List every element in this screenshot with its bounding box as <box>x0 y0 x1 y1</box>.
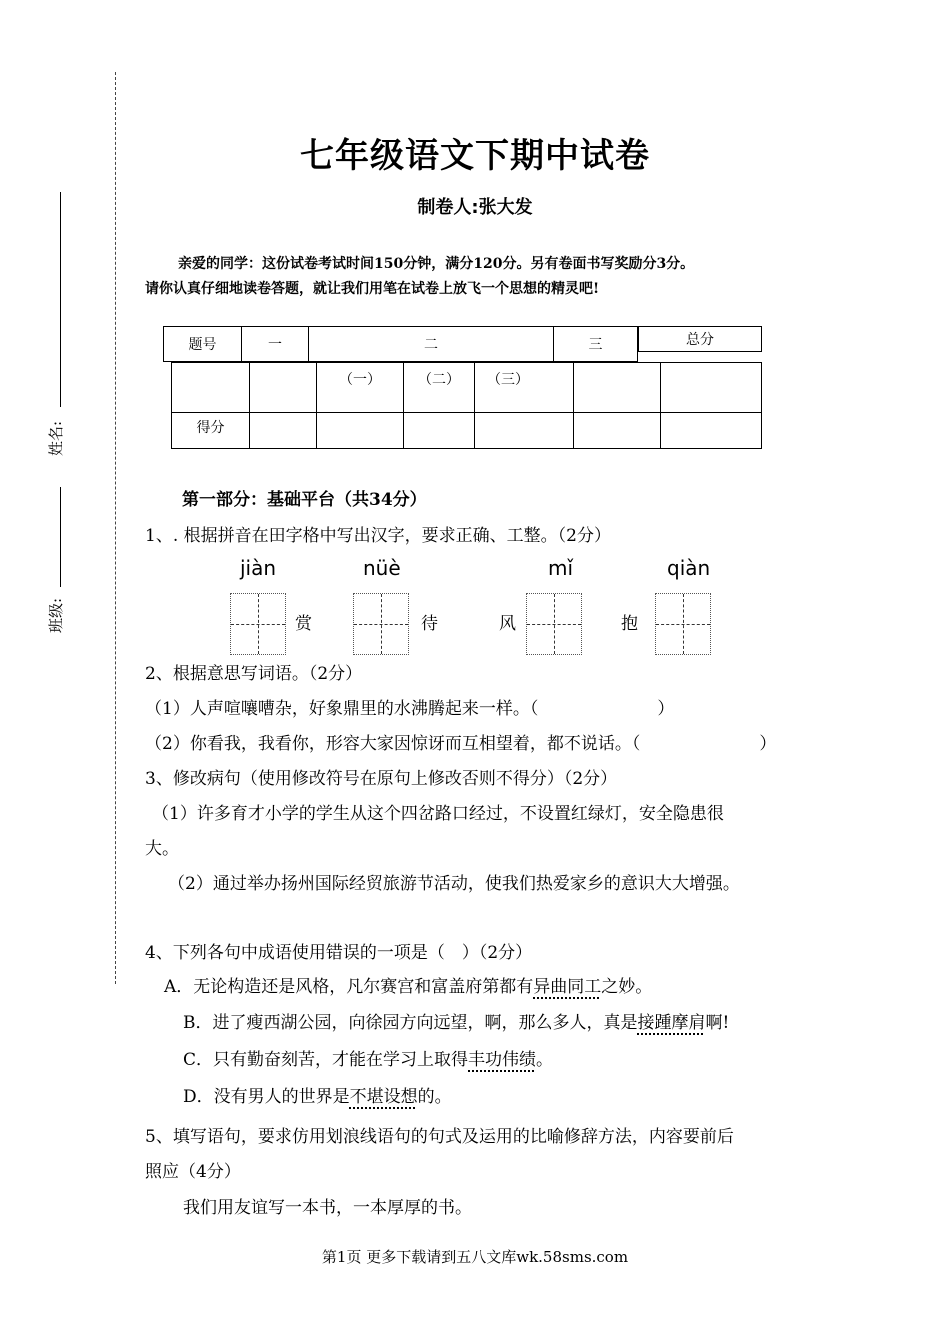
sub-2: （二） <box>404 363 475 413</box>
name-write-line <box>60 192 61 407</box>
q1-char-2: 待 <box>421 614 438 634</box>
q5-stem-b: 照应（4分） <box>145 1162 241 1182</box>
intro-paragraph <box>145 252 825 302</box>
col-2: 二 <box>309 327 554 362</box>
q3-stem: 3、修改病句（使用修改符号在原句上修改否则不得分）（2分） <box>145 769 618 789</box>
score-cell[interactable] <box>574 413 661 449</box>
q1-char-4: 抱 <box>621 614 638 634</box>
col-3: 三 <box>554 327 638 362</box>
score-table-header <box>163 326 638 362</box>
tianzige-box[interactable] <box>655 593 711 655</box>
q4-option-d[interactable]: D．没有男人的世界是不堪设想的。 <box>183 1087 452 1107</box>
q4-option-b[interactable]: B．进了瘦西湖公园，向徐园方向远望，啊，那么多人，真是接踵摩肩啊! <box>183 1013 730 1033</box>
score-cell[interactable] <box>250 413 317 449</box>
tianzige-box[interactable] <box>353 593 409 655</box>
q3-item-1a: （1）许多育才小学的学生从这个四岔路口经过，不设置红绿灯，安全隐患很 <box>152 804 724 824</box>
class-write-line <box>60 487 61 587</box>
pinyin-1: jiàn <box>240 556 277 580</box>
class-label: 班级: <box>47 597 66 634</box>
q3-item-1b: 大。 <box>145 839 179 859</box>
idiom-d: 不堪设想 <box>349 1087 418 1107</box>
page-footer: 第1页 更多下载请到五八文库wk.58sms.com <box>321 1248 629 1266</box>
name-label: 姓名: <box>47 420 66 457</box>
q2-stem: 2、根据意思写词语。（2分） <box>145 664 363 684</box>
q4-option-a[interactable]: A．无论构造还是风格，凡尔赛宫和富盖府第都有异曲同工之妙。 <box>164 977 653 997</box>
q2-item-2: （2）你看我，我看你，形容大家因惊讶而互相望着，都不说话。（ ） <box>145 734 777 754</box>
q1-stem: 1、. 根据拼音在田字格中写出汉字，要求正确、工整。（2分） <box>145 526 611 546</box>
score-label: 得分 <box>172 413 250 449</box>
score-cell[interactable] <box>661 413 762 449</box>
score-cell[interactable] <box>475 413 574 449</box>
idiom-a: 异曲同工 <box>533 977 602 997</box>
q3-item-2: （2）通过举办扬州国际经贸旅游节活动，使我们热爱家乡的意识大大增强。 <box>168 874 740 894</box>
intro-line-1: 亲爱的同学：这份试卷考试时间150分钟，满分120分。另有卷面书写奖励分3分。 <box>178 256 695 272</box>
col-1: 一 <box>242 327 309 362</box>
total-header <box>638 326 762 352</box>
idiom-c: 丰功伟绩 <box>468 1050 537 1070</box>
q4-stem: 4、下列各句中成语使用错误的一项是（ ）（2分） <box>145 943 533 963</box>
intro-line-2: 请你认真仔细地读卷答题，就让我们用笔在试卷上放飞一个思想的精灵吧! <box>145 281 600 297</box>
section-heading: 第一部分：基础平台（共34分） <box>182 490 427 510</box>
score-cell[interactable] <box>404 413 475 449</box>
sub-3: （三） <box>475 363 574 413</box>
page-title: 七年级语文下期中试卷 <box>300 136 650 176</box>
q2-item-1: （1）人声喧嚷嘈杂，好象鼎里的水沸腾起来一样。（ ） <box>145 699 675 719</box>
header-label: 题号 <box>164 327 242 362</box>
score-table-body <box>171 362 762 449</box>
total-label: 总分 <box>639 327 762 352</box>
pinyin-4: qiàn <box>667 556 711 580</box>
q5-example: 我们用友谊写一本书，一本厚厚的书。 <box>183 1198 472 1218</box>
tianzige-box[interactable] <box>230 593 286 655</box>
idiom-b: 接踵摩肩 <box>637 1013 706 1033</box>
pinyin-2: nüè <box>363 556 401 580</box>
score-cell[interactable] <box>317 413 404 449</box>
author-line: 制卷人:张大发 <box>417 197 533 218</box>
tianzige-box[interactable] <box>526 593 582 655</box>
pinyin-3: mǐ <box>548 556 574 580</box>
q1-char-3: 风 <box>499 614 516 634</box>
q5-stem-a: 5、填写语句，要求仿用划浪线语句的句式及运用的比喻修辞方法，内容要前后 <box>145 1127 734 1147</box>
q4-option-c[interactable]: C．只有勤奋刻苦，才能在学习上取得丰功伟绩。 <box>183 1050 554 1070</box>
q1-char-1: 赏 <box>295 614 312 634</box>
sub-1: （一） <box>317 363 404 413</box>
